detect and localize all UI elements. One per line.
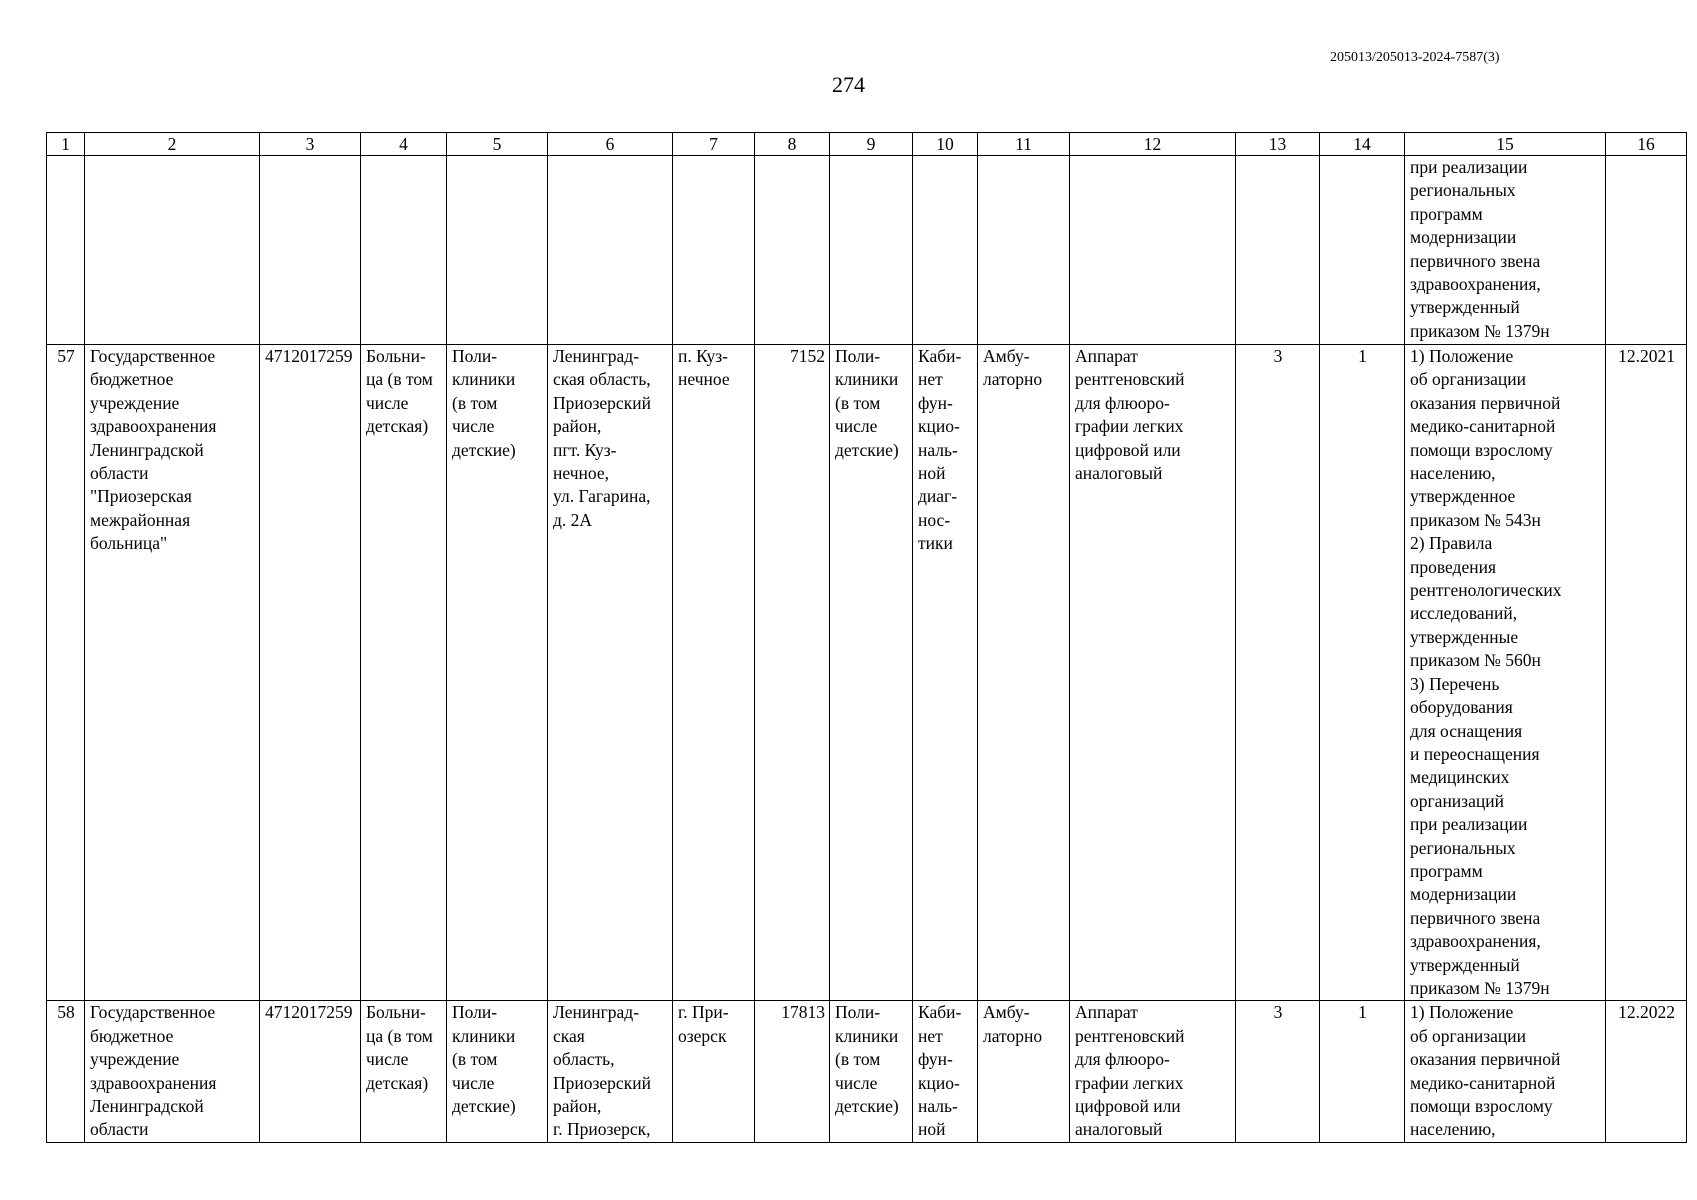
- organization-name: Государственное бюджетное учреждение здравоохранения Ленинградской области: [85, 1001, 260, 1142]
- table-cell: [1236, 156, 1320, 345]
- date-cell: 12.2021: [1606, 345, 1687, 1001]
- table-row: [47, 345, 1687, 1001]
- table-row: [47, 1001, 1687, 1142]
- column-number-row: [47, 133, 1687, 156]
- care-form-cell: Амбу- латорно: [978, 1001, 1070, 1142]
- population-cell: 17813: [755, 1001, 830, 1142]
- column-number: 12: [1070, 133, 1236, 156]
- table-cell: [47, 156, 85, 345]
- table-cell: [673, 156, 755, 345]
- column-number: 8: [755, 133, 830, 156]
- unit-type: Поли- клиники (в том числе детские): [447, 345, 548, 1001]
- unit-type: Поли- клиники (в том числе детские): [447, 1001, 548, 1142]
- organization-type: Больни- ца (в том числе детская): [361, 345, 447, 1001]
- organization-type: Больни- ца (в том числе детская): [361, 1001, 447, 1142]
- cabinet-cell: Каби- нет фун- кцио- наль- ной: [913, 1001, 978, 1142]
- locality-cell: г. При- озерск: [673, 1001, 755, 1142]
- column-number: 5: [447, 133, 548, 156]
- care-form-cell: Амбу- латорно: [978, 345, 1070, 1001]
- table-cell: [830, 156, 913, 345]
- column-number: 14: [1320, 133, 1405, 156]
- column-number: 13: [1236, 133, 1320, 156]
- column-number: 11: [978, 133, 1070, 156]
- subdivision-cell: Поли- клиники (в том числе детские): [830, 1001, 913, 1142]
- table-cell: [913, 156, 978, 345]
- table-cell: [978, 156, 1070, 345]
- subdivision-cell: Поли- клиники (в том числе детские): [830, 345, 913, 1001]
- table-cell: [548, 156, 673, 345]
- continuation-row: [47, 156, 1687, 345]
- quantity-cell: 3: [1236, 345, 1320, 1001]
- regulation-cell: 1) Положение об организации оказания первичной медико-санитарной помощи взрослому населению, утвержденное приказом № 543н 2) Правила проведения рентгенологических исследований, утвержденные приказом № 560н 3) Перечень оборудования для оснащения и переоснащения медицинских организаций при реализации региональных программ модернизации первичного звена здравоохранения, утвержденный приказом № 1379н: [1405, 345, 1606, 1001]
- column-number: 4: [361, 133, 447, 156]
- quantity-cell: 1: [1320, 1001, 1405, 1142]
- row-number: 58: [47, 1001, 85, 1142]
- column-number: 10: [913, 133, 978, 156]
- register-table: [46, 132, 1687, 1143]
- column-number: 7: [673, 133, 755, 156]
- document-number: 205013/205013-2024-7587(3): [1330, 50, 1500, 65]
- quantity-cell: 3: [1236, 1001, 1320, 1142]
- row-number: 57: [47, 345, 85, 1001]
- table-cell: [85, 156, 260, 345]
- table-cell: [361, 156, 447, 345]
- column-number: 16: [1606, 133, 1687, 156]
- page-number: 274: [832, 72, 865, 97]
- column-number: 3: [260, 133, 361, 156]
- cabinet-cell: Каби- нет фун- кцио- наль- ной диаг- нос- тики: [913, 345, 978, 1001]
- regulation-cell: 1) Положение об организации оказания первичной медико-санитарной помощи взрослому населению,: [1405, 1001, 1606, 1142]
- inn-cell: 4712017259: [260, 345, 361, 1001]
- column-number: 9: [830, 133, 913, 156]
- column-number: 15: [1405, 133, 1606, 156]
- organization-name: Государственное бюджетное учреждение здравоохранения Ленинградской области "Приозерская межрайонная больница": [85, 345, 260, 1001]
- equipment-cell: Аппарат рентгеновский для флюоро- графии легких цифровой или аналоговый: [1070, 345, 1236, 1001]
- column-number: 2: [85, 133, 260, 156]
- table-cell: [755, 156, 830, 345]
- table-cell: [447, 156, 548, 345]
- table-cell: [1606, 156, 1687, 345]
- address-cell: Ленинград- ская область, Приозерский район, г. Приозерск,: [548, 1001, 673, 1142]
- table-cell: [1070, 156, 1236, 345]
- population-cell: 7152: [755, 345, 830, 1001]
- locality-cell: п. Куз- нечное: [673, 345, 755, 1001]
- date-cell: 12.2022: [1606, 1001, 1687, 1142]
- inn-cell: 4712017259: [260, 1001, 361, 1142]
- table-cell: [260, 156, 361, 345]
- equipment-cell: Аппарат рентгеновский для флюоро- графии легких цифровой или аналоговый: [1070, 1001, 1236, 1142]
- quantity-cell: 1: [1320, 345, 1405, 1001]
- address-cell: Ленинград- ская область, Приозерский район, пгт. Куз- нечное, ул. Гагарина, д. 2А: [548, 345, 673, 1001]
- column-number: 6: [548, 133, 673, 156]
- column-number: 1: [47, 133, 85, 156]
- regulation-cell: при реализации региональных программ модернизации первичного звена здравоохранения, утвержденный приказом № 1379н: [1405, 156, 1606, 345]
- table-cell: [1320, 156, 1405, 345]
